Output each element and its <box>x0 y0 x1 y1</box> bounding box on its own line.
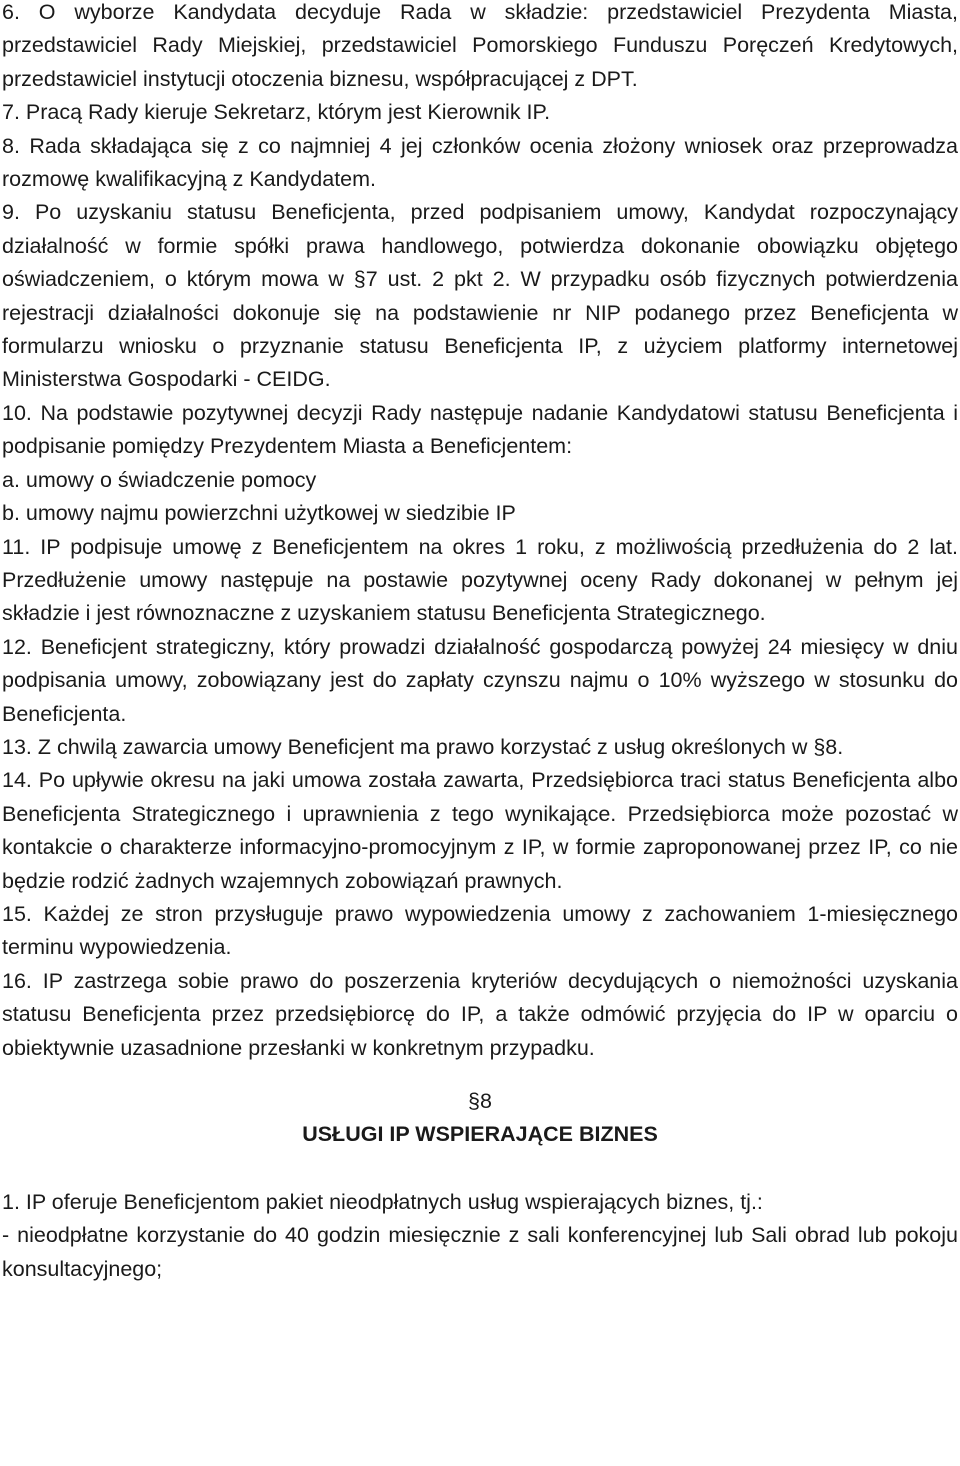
paragraph-11: 11. IP podpisuje umowę z Beneficjentem na okres 1 roku, z możliwością przedłużenia do 2 lat. Przedłużenie umowy następuje na postawie pozytywnej oceny Rady dokonanej w pełnym jej składzie i jest równoznaczne z uzyskaniem statusu Beneficjenta Strategicznego. <box>2 534 958 626</box>
paragraph-13: 13. Z chwilą zawarcia umowy Beneficjent ma prawo korzystać z usług określonych w §8. <box>2 734 844 759</box>
section-sign: §8 <box>468 1089 492 1113</box>
section-title: USŁUGI IP WSPIERAJĄCE BIZNES <box>302 1122 658 1147</box>
paragraph-8: 8. Rada składająca się z co najmniej 4 jej członków ocenia złożony wniosek oraz przeprowadza rozmowę kwalifikacyjną z Kandydatem. <box>2 133 958 192</box>
list-item-a: a. umowy o świadczenie pomocy <box>2 467 317 492</box>
paragraph-7: 7. Pracą Rady kieruje Sekretarz, którym jest Kierownik IP. <box>2 100 551 125</box>
paragraph-9: 9. Po uzyskaniu statusu Beneficjenta, przed podpisaniem umowy, Kandydat rozpoczynający działalność w formie spółki prawa handlowego, potwierdza dokonanie obowiązku objętego oświadczeniem, o którym mowa w §7 ust. 2 pkt 2. W przypadku osób fizycznych potwierdzenia rejestracji działalności dokonuje się na podstawienie nr NIP podanego przez Beneficjenta w formularzu wniosku o przyznanie statusu Beneficjenta IP, z użyciem platformy internetowej Ministerstwa Gospodarki - CEIDG. <box>2 200 958 392</box>
paragraph-14: 14. Po upływie okresu na jaki umowa została zawarta, Przedsiębiorca traci status Beneficjenta albo Beneficjenta Strategicznego i uprawnienia z tego wynikające. Przedsiębiorca może pozostać w kontakcie o charakterze informacyjno-promocyjnym z IP, w formie zaproponowanej przez IP, co nie będzie rodzić żadnych wzajemnych zobowiązań prawnych. <box>2 768 958 893</box>
paragraph-16: 16. IP zastrzega sobie prawo do poszerzenia kryteriów decydujących o niemożności uzyskania statusu Beneficjenta przez przedsiębiorcę do IP, a także odmówić przyjęcia do IP w oparciu o obiektywnie uzasadnione przesłanki w konkretnym przypadku. <box>2 968 958 1060</box>
paragraph-12: 12. Beneficjent strategiczny, który prowadzi działalność gospodarczą powyżej 24 miesięcy w dniu podpisania umowy, zobowiązany jest do zapłaty czynszu najmu o 10% wyższego w stosunku do Beneficjenta. <box>2 634 958 726</box>
section-paragraph-1: 1. IP oferuje Beneficjentom pakiet nieodpłatnych usług wspierających biznes, tj.: <box>2 1189 763 1214</box>
paragraph-15: 15. Każdej ze stron przysługuje prawo wypowiedzenia umowy z zachowaniem 1-miesięcznego terminu wypowiedzenia. <box>2 901 958 960</box>
paragraph-6: 6. O wyborze Kandydata decyduje Rada w składzie: przedstawiciel Prezydenta Miasta, przedstawiciel Rady Miejskiej, przedstawiciel Pomorskiego Funduszu Poręczeń Kredytowych, przedstawiciel instytucji otoczenia biznesu, współpracującej z DPT. <box>2 0 958 91</box>
section-paragraph-dash-item: - nieodpłatne korzystanie do 40 godzin miesięcznie z sali konferencyjnej lub Sali obrad lub pokoju konsultacyjnego; <box>2 1223 958 1281</box>
paragraph-10: 10. Na podstawie pozytywnej decyzji Rady następuje nadanie Kandydatowi statusu Beneficjenta i podpisanie pomiędzy Prezydentem Miasta a Beneficjentem: <box>2 400 958 459</box>
list-item-b: b. umowy najmu powierzchni użytkowej w siedzibie IP <box>2 501 516 526</box>
